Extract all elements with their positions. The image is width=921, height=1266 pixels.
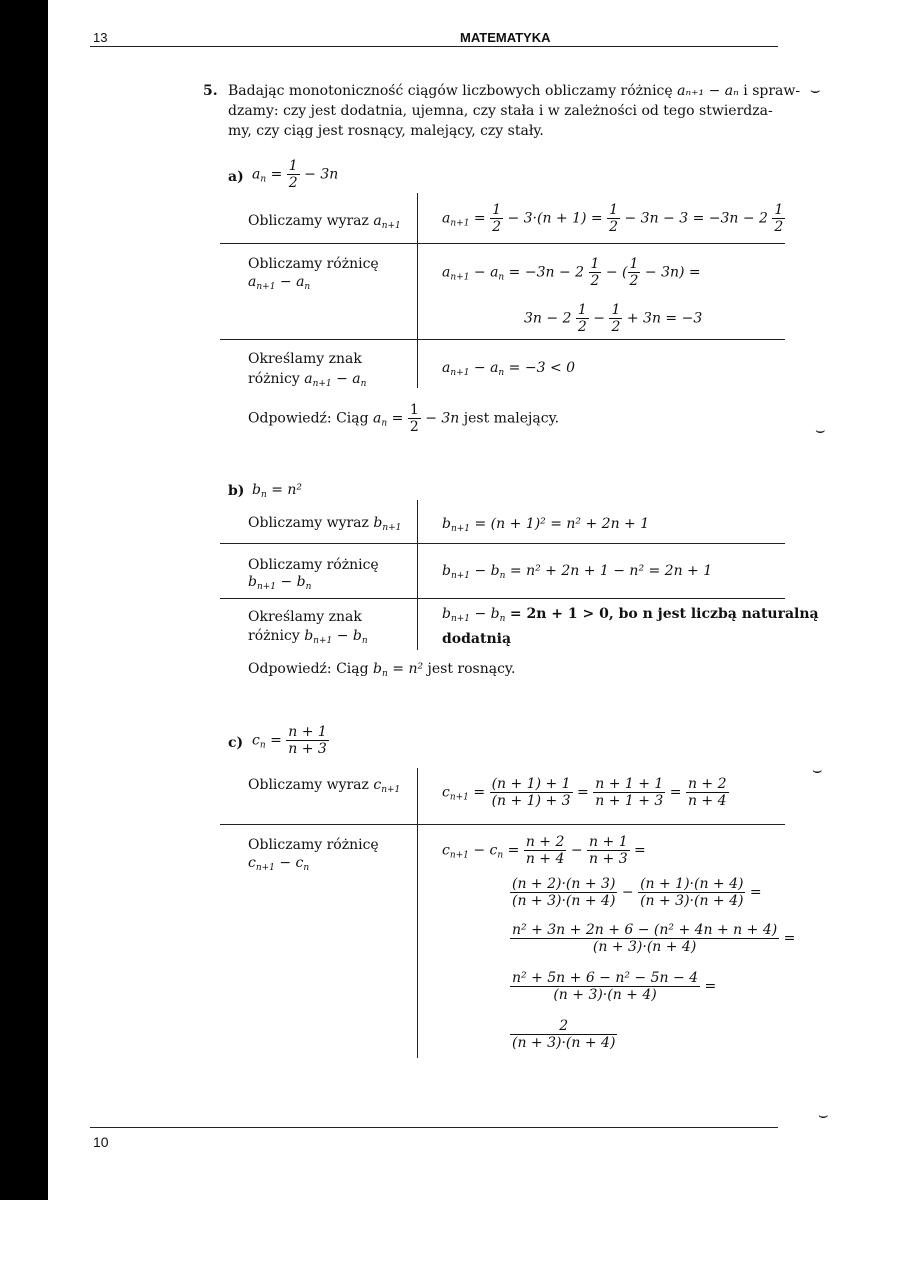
- part-c-diff-line3: $\frac{\text{n² + 3n + 2n + 6 − (n² + 4n + n + 4)}}{(n + 3)\cdot(n + 4)}$ =: [512, 922, 796, 955]
- part-c-column-rule: [417, 768, 418, 1058]
- part-b-row1-label: Obliczamy wyraz $b_{n+1}$: [248, 515, 402, 533]
- part-b-answer: Odpowiedź: Ciąg $b_n = n^2$ jest rosnący.: [248, 661, 516, 679]
- margin-check-icon: ⌣: [812, 760, 823, 779]
- part-c-label: c): [228, 735, 244, 751]
- header-rule: [90, 46, 778, 47]
- part-c-definition: $c_n$ = $\frac{n + 1}{n + 3}$: [252, 724, 327, 757]
- part-a-divider-1: [220, 243, 785, 244]
- part-b-row2-calc: $b_{n+1} - b_n = n^2 + 2n + 1 - n^2 = 2n + 1$: [442, 563, 713, 581]
- part-b-divider-1: [220, 543, 785, 544]
- part-b-row3-calc-line2: dodatnią: [442, 631, 512, 647]
- part-a-label: a): [228, 169, 244, 185]
- part-c-row1-label: Obliczamy wyraz $c_{n+1}$: [248, 777, 401, 795]
- part-a-row2-calc-line2: 3n − 2 $\frac{1}{2}$ − $\frac{1}{2}$ + 3n = −3: [524, 302, 703, 335]
- part-a-divider-2: [220, 339, 785, 340]
- part-a-answer: Odpowiedź: Ciąg $a_n$ = $\frac{1}{2}$ − 3n jest malejący.: [248, 402, 560, 435]
- part-c-divider-1: [220, 824, 785, 825]
- part-c-row2-label-math: $c_{n+1} - c_n$: [248, 855, 310, 873]
- footer-page-number: 10: [93, 1134, 109, 1150]
- header-subject: MATEMATYKA: [460, 30, 551, 45]
- part-a-row1-label: Obliczamy wyraz $a_{n+1}$: [248, 213, 401, 231]
- part-a-row2-calc-line1: $a_{n+1} - a_n = -3n - 2$ $\frac{1}{2}$ − ( $\frac{1}{2}$ − 3n) =: [442, 256, 701, 289]
- part-b-row3-label-1: Określamy znak: [248, 609, 362, 625]
- part-b-column-rule: [417, 500, 418, 650]
- problem-number: 5.: [203, 83, 218, 99]
- problem-text-line2: dzamy: czy jest dodatnia, ujemna, czy stała i w zależności od tego stwierdza-: [228, 103, 773, 119]
- part-b-row2-label: Obliczamy różnicę: [248, 557, 379, 573]
- scan-edge-bar: [0, 0, 48, 1200]
- part-c-diff-line5: $\frac{2}{(n + 3)\cdot(n + 4)}$: [512, 1018, 616, 1051]
- part-a-row3-label-2: różnicy $a_{n+1} - a_n$: [248, 371, 367, 389]
- margin-check-icon: ⌣: [810, 80, 821, 99]
- part-b-row3-label-2: różnicy $b_{n+1} - b_n$: [248, 628, 368, 646]
- part-b-label: b): [228, 483, 245, 499]
- part-b-definition: $b_n = n^2$: [252, 482, 303, 500]
- problem-text-line1: Badając monotoniczność ciągów liczbowych obliczamy różnicę aₙ₊₁ − aₙ i spraw-: [228, 83, 801, 99]
- header-page-number: 13: [93, 30, 108, 45]
- problem-text-line3: my, czy ciąg jest rosnący, malejący, czy stały.: [228, 123, 544, 139]
- part-c-diff-line4: $\frac{\text{n² + 5n + 6 − n² − 5n − 4}}{(n + 3)\cdot(n + 4)}$ =: [512, 970, 717, 1003]
- part-b-row1-calc: $b_{n+1} = (n + 1)^2 = n^2 + 2n + 1$: [442, 516, 650, 534]
- margin-check-icon: ⌣: [818, 1105, 829, 1124]
- part-c-row1-calc: $c_{n+1}$ = $\frac{(n + 1) + 1}{(n + 1) + 3}$ = $\frac{n + 1 + 1}{n + 1 + 3}$ = $\frac{n + 2}{n + 4}$: [442, 776, 727, 809]
- part-a-row1-calc: $a_{n+1}$ = $\frac{1}{2}$ − 3·(n + 1) = $\frac{1}{2}$ − 3n − 3 = −3n − 2 $\frac{1}{2}$: [442, 202, 784, 235]
- part-c-diff-line2: $\frac{(n + 2)\cdot(n + 3)}{(n + 3)\cdot(n + 4)}$ − $\frac{(n + 1)\cdot(n + 4)}{(n + 3)\cdot(n + 4)}$ =: [512, 876, 762, 909]
- footer-rule: [90, 1127, 778, 1128]
- part-a-row2-label: Obliczamy różnicę: [248, 256, 379, 272]
- part-c-row2-label: Obliczamy różnicę: [248, 837, 379, 853]
- part-b-divider-2: [220, 598, 785, 599]
- part-a-row3-label-1: Określamy znak: [248, 351, 362, 367]
- margin-check-icon: ⌣: [815, 420, 826, 439]
- part-b-row2-label-math: $b_{n+1} - b_n$: [248, 574, 312, 592]
- part-a-row3-calc: $a_{n+1} - a_n = -3 < 0$: [442, 360, 576, 378]
- part-a-column-rule: [417, 193, 418, 388]
- part-c-diff-line1: $c_{n+1} - c_n$ = $\frac{n + 2}{n + 4}$ − $\frac{n + 1}{n + 3}$ =: [442, 834, 646, 867]
- part-b-row3-calc-line1: $b_{n+1} - b_n = 2n + 1 > 0$, bo n jest liczbą naturalną: [442, 606, 819, 624]
- part-a-row2-label-math: $a_{n+1} - a_n$: [248, 274, 311, 292]
- part-a-definition: $a_n$ = $\frac{1}{2}$ − 3n: [252, 158, 339, 191]
